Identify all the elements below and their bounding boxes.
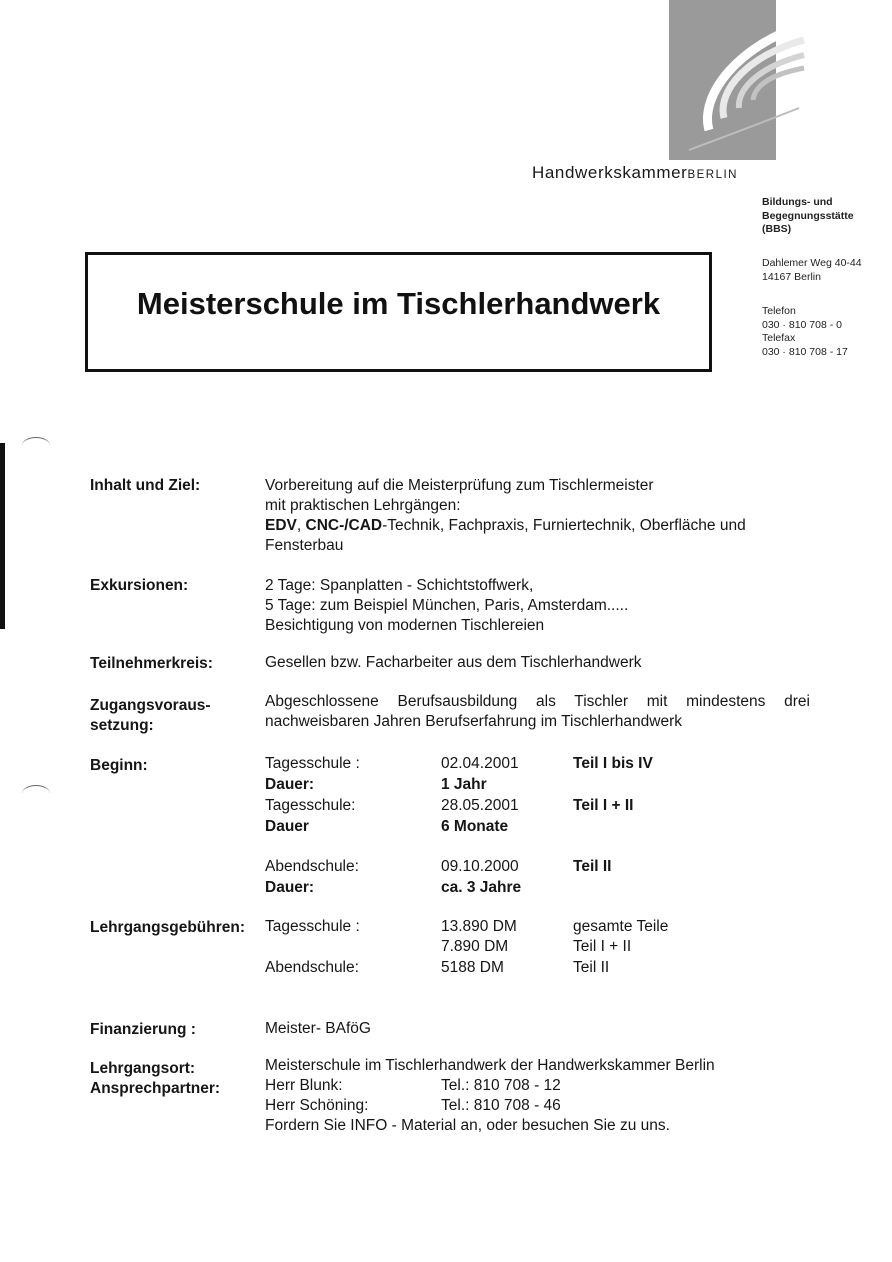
dauer-value: 1 Jahr — [441, 776, 487, 793]
gebuehren-school: Tagesschule : — [265, 918, 360, 935]
beginn-row: Tagesschule: — [265, 797, 356, 814]
gebuehren-amount: 7.890 DM — [441, 938, 509, 955]
gebuehren-amount: 5188 DM — [441, 959, 504, 976]
zugang-label: Zugangsvoraus- setzung: — [90, 697, 211, 734]
punch-hole-mark — [22, 785, 50, 802]
dauer-value: 6 Monate — [441, 818, 509, 835]
gebuehren-school: Abendschule: — [265, 959, 359, 976]
contact-phone: Tel.: 810 708 - 12 — [441, 1077, 561, 1094]
beginn-date: 09.10.2000 — [441, 858, 519, 875]
punch-hole-mark — [22, 437, 50, 454]
gebuehren-part: gesamte Teile — [573, 918, 669, 935]
swoosh-logo-icon — [669, 0, 809, 160]
ort-label: Lehrgangsort: Ansprechpartner: — [90, 1060, 221, 1097]
exkursionen-label: Exkursionen: — [90, 577, 189, 594]
gebuehren-label: Lehrgangsgebühren: — [90, 919, 246, 936]
beginn-label: Beginn: — [90, 757, 148, 774]
contact-name: Herr Schöning: — [265, 1097, 369, 1114]
closing-text: Fordern Sie INFO - Material an, oder besuchen Sie zu uns. — [265, 1117, 670, 1134]
teilnehmer-label: Teilnehmerkreis: — [90, 655, 213, 672]
margin-bar — [0, 443, 5, 629]
beginn-row: Tagesschule : — [265, 755, 360, 772]
gebuehren-part: Teil II — [573, 959, 610, 976]
teilnehmer-text: Gesellen bzw. Facharbeiter aus dem Tischlerhandwerk — [265, 654, 642, 671]
inhalt-label: Inhalt und Ziel: — [90, 477, 201, 494]
dauer-label: Dauer: — [265, 776, 315, 793]
institution-name: Bildungs- und Begegnungsstätte (BBS) — [762, 196, 854, 235]
finanzierung-label: Finanzierung : — [90, 1021, 196, 1038]
finanzierung-text: Meister- BAföG — [265, 1020, 371, 1037]
brand-name: HandwerkskammerBERLIN — [532, 163, 738, 182]
beginn-part: Teil I + II — [573, 797, 634, 814]
zugang-text: Abgeschlossene Berufsausbildung als Tischler mit mindestens drei nachweisbaren Jahren Berufserfahrung im Tischlerhandwerk — [265, 693, 810, 730]
contact-phone: Tel.: 810 708 - 46 — [441, 1097, 561, 1114]
contact-numbers: Telefon 030 · 810 708 - 0 Telefax 030 · 810 708 - 17 — [762, 305, 848, 358]
beginn-part: Teil I bis IV — [573, 755, 653, 772]
page-title: Meisterschule im Tischlerhandwerk — [136, 286, 661, 321]
beginn-date: 02.04.2001 — [441, 755, 519, 772]
contact-name: Herr Blunk: — [265, 1077, 343, 1094]
dauer-label: Dauer — [265, 818, 309, 835]
dauer-value: ca. 3 Jahre — [441, 879, 522, 896]
exkursionen-text: 2 Tage: Spanplatten - Schichtstoffwerk, 5 Tage: zum Beispiel München, Paris, Amsterdam..... Besichtigung von modernen Tischlereien — [265, 577, 629, 634]
beginn-part: Teil II — [573, 858, 612, 875]
dauer-label: Dauer: — [265, 879, 315, 896]
beginn-row: Abendschule: — [265, 858, 359, 875]
inhalt-text: Vorbereitung auf die Meisterprüfung zum Tischlermeister mit praktischen Lehrgängen: EDV, CNC-/CAD-Technik, Fachpraxis, Furniertechnik, Oberfläche und Fensterbau — [265, 477, 746, 554]
gebuehren-part: Teil I + II — [573, 938, 632, 955]
beginn-date: 28.05.2001 — [441, 797, 519, 814]
address: Dahlemer Weg 40-44 14167 Berlin — [762, 257, 862, 283]
gebuehren-amount: 13.890 DM — [441, 918, 517, 935]
ort-text: Meisterschule im Tischlerhandwerk der Handwerkskammer Berlin — [265, 1057, 715, 1074]
